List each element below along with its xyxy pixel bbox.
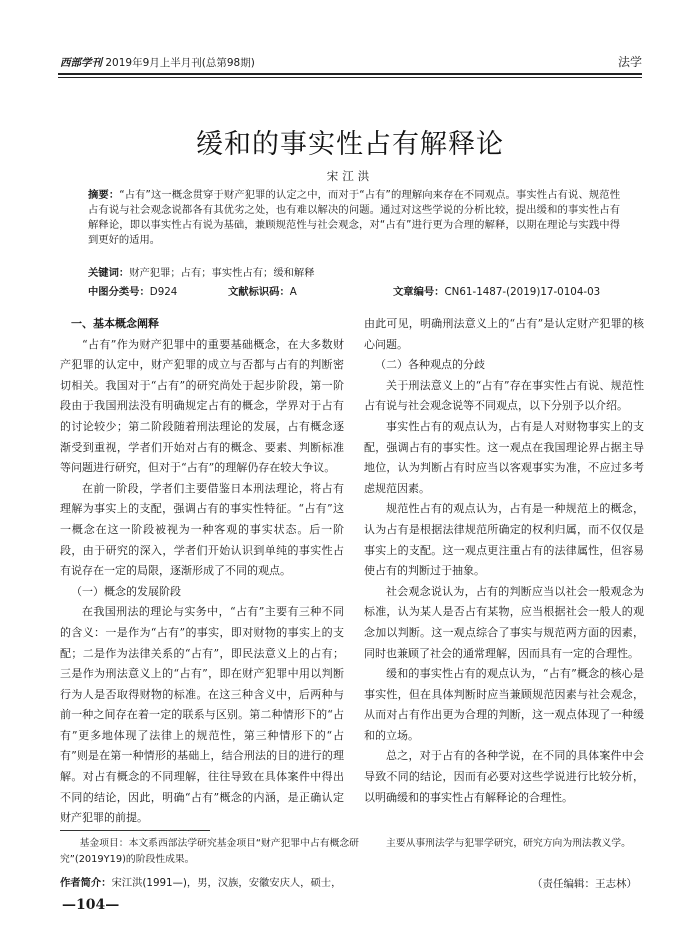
author-bio-text: 宋江洪(1991—)，男，汉族，安徽安庆人，硕士， [111, 877, 342, 889]
clc-label: 中图分类号： [88, 286, 150, 298]
body-paragraph: 规范性占有的观点认为，占有是一种规范上的概念，认为占有是根据法律规范所确定的权利归属，而不仅仅是事实上的支配。这一观点更注重占有的法律属性，但容易使占有的判断过于抽象。 [364, 502, 644, 578]
journal-name: 西部学刊 [60, 57, 102, 69]
clc-field [88, 283, 228, 298]
keywords-text: 财产犯罪；占有；事实性占有；缓和解释 [129, 267, 315, 279]
header-rule-thin [58, 77, 642, 78]
body-paragraph: 事实性占有的观点认为，占有是人对财物事实上的支配，强调占有的事实性。这一观点在我国理论界占据主导地位，认为判断占有时应当以客观事实为准，不应过多考虑规范因素。 [364, 419, 644, 495]
body-paragraph: 由此可见，明确刑法意义上的“占有”是认定财产犯罪的核心问题。 [364, 317, 644, 351]
section-heading: 一、基本概念阐释 [71, 317, 159, 330]
abstract-text: “占有”这一概念贯穿于财产犯罪的认定之中，而对于“占有”的理解向来存在不同观点。事实性占有说、规范性占有说与社会观念说都各有其优劣之处，也有难以解决的问题。通过对这些学说的分析比较，提出缓和的事实性占有解释论，即以事实性占有说为基础，兼顾规范性与社会观念，对“占有”进行更为合理的解释，以期在理论与实践中得到更好的适用。 [88, 189, 620, 246]
body-column-left [60, 314, 344, 829]
article-no-value: CN61-1487-(2019)17-0104-03 [444, 286, 601, 298]
article-author: 宋江洪 [326, 169, 374, 183]
responsible-editor: （责任编辑：王志林） [532, 878, 637, 890]
funding-note: 基金项目：本文系西部法学研究基金项目“财产犯罪中占有概念研究”(2019Y19)的阶段性成果。 [60, 838, 359, 865]
header-rule-thick [58, 73, 642, 75]
abstract-label: 摘要： [88, 189, 120, 201]
classification-line [88, 283, 620, 298]
body-paragraph: 关于刑法意义上的“占有”存在事实性占有说、规范性占有说与社会观念说等不同观点，以下分别予以介绍。 [364, 378, 644, 413]
article-no-label: 文章编号： [393, 286, 445, 298]
subsection-heading: （二）各种观点的分歧 [375, 358, 485, 372]
doc-code-field [228, 283, 393, 298]
body-column-right [364, 314, 644, 808]
keywords-label: 关键词： [88, 267, 130, 279]
article-no-field [393, 283, 600, 298]
clc-value: D924 [149, 286, 178, 298]
author-bio [60, 874, 390, 889]
footnote-rule [60, 830, 210, 831]
doc-code-label: 文献标识码： [228, 286, 290, 298]
body-paragraph: 在前一阶段，学者们主要借鉴日本刑法理论，将占有理解为事实上的支配，强调占有的事实性特征。“占有”这一概念在这一阶段被视为一种客观的事实状态。后一阶段，由于研究的深入，学者们开始认识到单纯的事实性占有说存在一定的局限，逐渐形成了不同的观点。 [60, 481, 344, 578]
issue-info: 2019年9月上半月刊(总第98期) [105, 57, 255, 69]
section-label: 法学 [617, 55, 642, 69]
page-number: —104— [62, 897, 120, 913]
body-paragraph: 缓和的事实性占有的观点认为，“占有”概念的核心是事实性，但在具体判断时应当兼顾规范因素与社会观念，从而对占有作出更为合理的判断，这一观点体现了一种缓和的立场。 [364, 667, 644, 742]
body-paragraph: “占有”作为财产犯罪中的重要基础概念，在大多数财产犯罪的认定中，财产犯罪的成立与否都与占有的判断密切相关。我国对于“占有”的研究尚处于起步阶段，第一阶段由于我国刑法没有明确规定占有的概念，学界对于占有的讨论较少；第二阶段随着刑法理论的发展，占有概念逐渐受到重视，学者们开始对占有的概念、要素、判断标准等问题进行研究，但对于“占有”的理解仍存在较大争议。 [60, 337, 344, 475]
body-paragraph: 在我国刑法的理论与实务中，“占有”主要有三种不同的含义：一是作为“占有”的事实，即对财物的事实上的支配；二是作为法律关系的“占有”，即民法意义上的占有；三是作为刑法意义上的“占有”，即在财产犯罪中用以判断行为人是否取得财物的标准。在这三种含义中，后两种与前一种之间存在着一定的联系与区别。第二种情形下的“占有”更多地体现了法律上的规范性，第三种情形下的“占有”则是在第一种情形的基础上，结合刑法的目的进行的理解。对占有概念的不同理解，往往导致在具体案件中得出不同的结论，因此，明确“占有”概念的内涵，是正确认定财产犯罪的前提。 [60, 605, 344, 825]
running-header [60, 50, 642, 70]
article-title: 缓和的事实性占有解释论 [196, 129, 504, 160]
abstract [88, 188, 620, 248]
body-paragraph: 总之，对于占有的各种学说，在不同的具体案件中会导致不同的结论，因而有必要对这些学说进行比较分析，以明确缓和的事实性占有解释论的合理性。 [364, 749, 644, 804]
body-paragraph: 社会观念说认为，占有的判断应当以社会一般观念为标准，认为某人是否占有某物，应当根据社会一般人的观念加以判断。这一观点综合了事实与规范两方面的因素，同时也兼顾了社会的通常理解，因而具有一定的合理性。 [364, 584, 644, 660]
subsection-heading: （一）概念的发展阶段 [71, 584, 181, 598]
header-journal-info [60, 55, 255, 70]
doc-code-value: A [289, 286, 297, 298]
author-bio-continued: 主要从事刑法学与犯罪学研究，研究方向为刑法教义学。 [386, 838, 631, 849]
keywords [88, 264, 620, 279]
author-bio-label: 作者简介： [60, 877, 112, 889]
